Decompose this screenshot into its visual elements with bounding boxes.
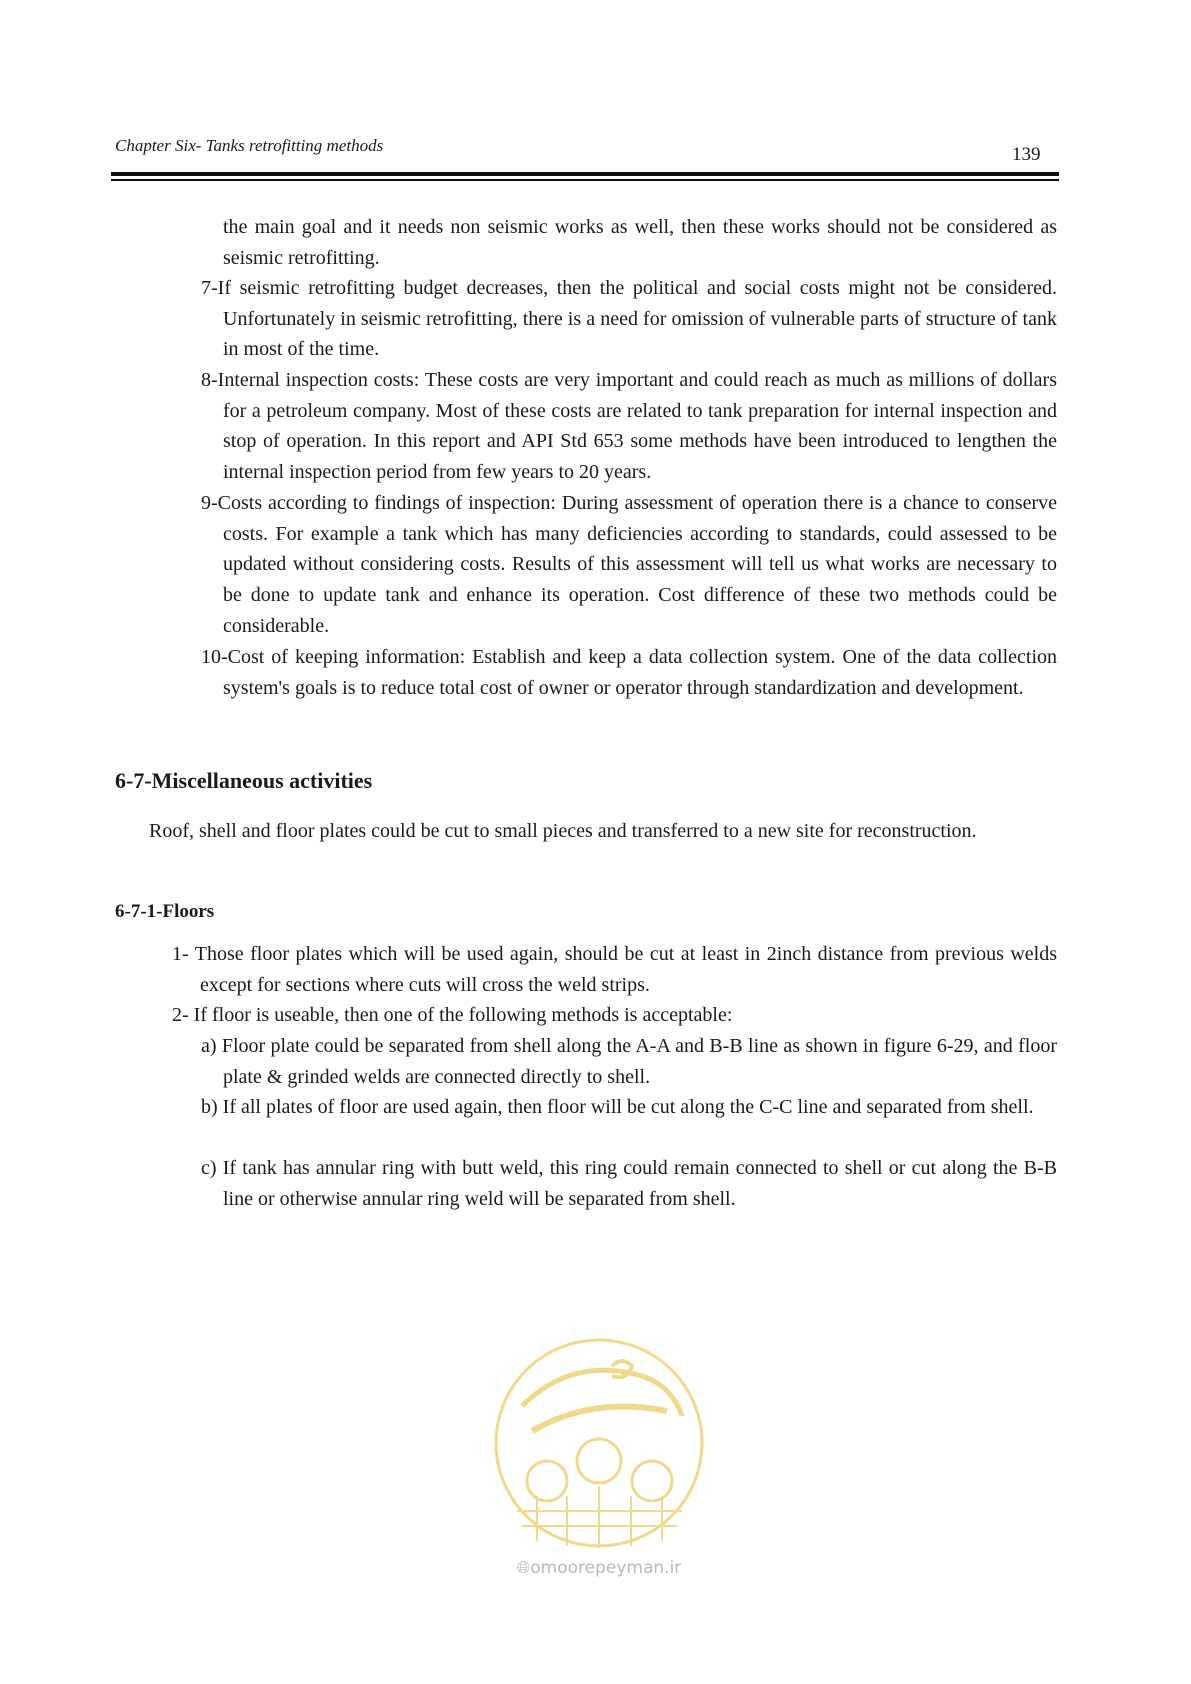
watermark-logo <box>492 1336 706 1590</box>
list-item-10: 10-Cost of keeping information: Establish and keep a data collection system. One of the data collection system's goals is to reduce total cost of owner or operator through standardization and development. <box>201 646 1057 699</box>
section-heading-6-7: 6-7-Miscellaneous activities <box>115 768 373 793</box>
list-item-6-continuation: the main goal and it needs non seismic works as well, then these works should not be considered as seismic retrofitting. <box>223 216 1057 269</box>
subsection-heading-6-7-1: 6-7-1-Floors <box>115 901 215 922</box>
floors-sub-item-a: a) Floor plate could be separated from shell along the A-A and B-B line as shown in figure 6-29, and floor plate & grinded welds are connected directly to shell. <box>201 1035 1057 1088</box>
page-number: 139 <box>1012 144 1041 165</box>
running-title: Chapter Six- Tanks retrofitting methods <box>115 136 384 155</box>
floors-item-2: 2- If floor is useable, then one of the following methods is acceptable: <box>172 1004 733 1026</box>
list-item-8: 8-Internal inspection costs: These costs are very important and could reach as much as millions of dollars for a petroleum company. Most of these costs are related to tank preparation for internal inspection and stop of operation. In this report and API Std 653 some methods have been introduced to lengthen the internal inspection period from few years to 20 years. <box>201 369 1057 484</box>
globe-icon: 🌐︎ <box>516 1558 531 1578</box>
floors-sub-item-b: b) If all plates of floor are used again, then floor will be cut along the C-C line and separated from shell. <box>201 1096 1034 1118</box>
floors-sub-item-c: c) If tank has annular ring with butt weld, this ring could remain connected to shell or cut along the B-B line or otherwise annular ring weld will be separated from shell. <box>201 1157 1057 1210</box>
list-item-9: 9-Costs according to findings of inspection: During assessment of operation there is a chance to conserve costs. For example a tank which has many deficiencies according to standards, could assessed to be updated without considering costs. Results of this assessment will tell us what works are necessary to be done to update tank and enhance its operation. Cost difference of these two methods could be considerable. <box>201 492 1057 637</box>
section-intro-paragraph: Roof, shell and floor plates could be cut to small pieces and transferred to a new site for reconstruction. <box>149 820 977 842</box>
header-rule-thin <box>111 179 1059 181</box>
header-rule-thick <box>111 172 1059 176</box>
watermark-emblem-icon <box>492 1336 706 1550</box>
floors-item-1: 1- Those floor plates which will be used again, should be cut at least in 2inch distance from previous welds except for sections where cuts will cross the weld strips. <box>172 943 1057 996</box>
watermark-url: 🌐︎omoorepeyman.ir <box>516 1558 682 1578</box>
list-item-7: 7-If seismic retrofitting budget decreases, then the political and social costs might not be considered. Unfortunately in seismic retrofitting, there is a need for omission of vulnerable parts of structure of tank in most of the time. <box>201 277 1057 361</box>
